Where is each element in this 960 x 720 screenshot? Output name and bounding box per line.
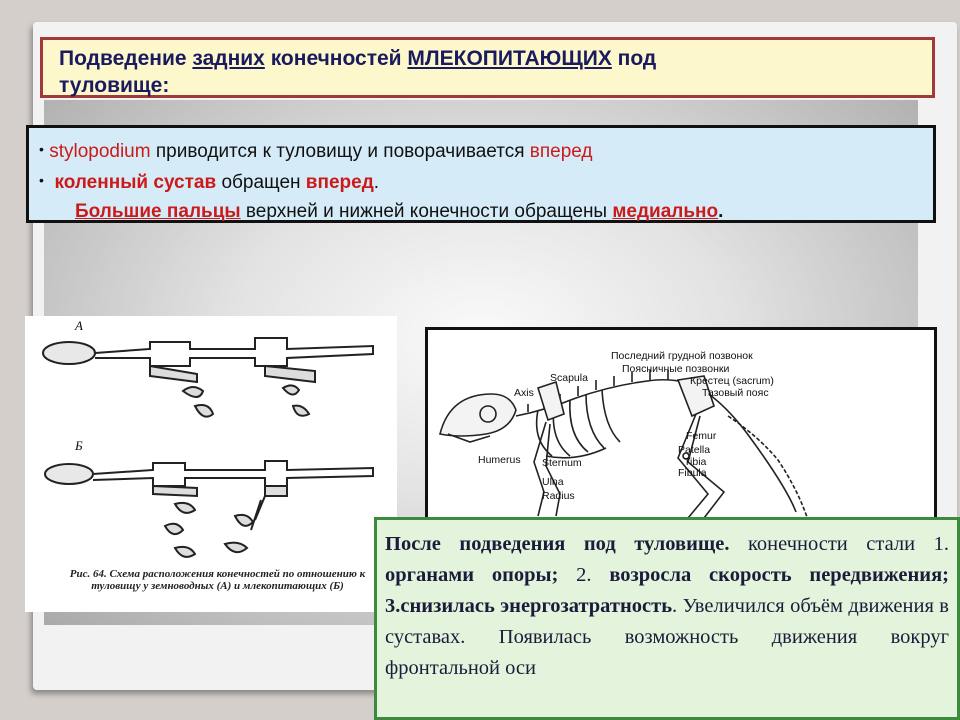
label-pelvic-girdle: Тазовый пояс <box>702 387 769 399</box>
summary-bold-support: органами опоры; <box>385 564 559 586</box>
bullet-text: верхней и нижней конечности обращены <box>240 201 613 222</box>
label-scapula: Scapula <box>550 372 588 384</box>
slide-title <box>40 37 935 98</box>
label-femur: Femur <box>686 430 717 442</box>
label-tibia: Tibia <box>684 456 707 468</box>
summary-bold-energy: 3.снизилась энергозатратность <box>385 595 673 617</box>
title-text: конечностей <box>264 47 408 70</box>
title-underlined-hind: задних <box>192 47 265 70</box>
bullet-dot-icon: • <box>39 172 44 188</box>
bullet-text: . <box>373 172 380 193</box>
label-lumbar: Поясничные позвонки <box>622 363 730 375</box>
label-sternum: Sternum <box>542 457 582 469</box>
skeleton-figure <box>425 327 937 527</box>
summary-bold-speed: возросла скорость передвижения; <box>609 564 950 586</box>
bullet-text: . <box>718 201 724 222</box>
summary-text-box <box>374 517 960 720</box>
title-text: Подведение <box>59 47 193 70</box>
limb-scheme-figure <box>25 316 397 612</box>
bullet-item-2 <box>39 166 923 197</box>
scheme-label-b: Б <box>75 438 83 453</box>
bullet-item-3 <box>39 197 923 226</box>
summary-text: 2. <box>558 564 610 586</box>
term-big-toes: Большие пальцы <box>75 201 241 222</box>
bullet-text: обращен <box>216 172 306 193</box>
label-sacrum: Крестец (sacrum) <box>690 375 774 387</box>
label-ulna: Ulna <box>542 476 564 488</box>
highlight-forward: вперед <box>305 172 374 193</box>
bullet-dot-icon: • <box>39 141 44 157</box>
label-axis: Axis <box>514 387 534 399</box>
bullet-item-1 <box>39 135 923 166</box>
highlight-forward: вперед <box>529 141 593 162</box>
title-line2: туловище: <box>59 74 170 97</box>
label-radius: Radius <box>542 490 575 502</box>
term-stylopodium: stylopodium <box>49 141 151 162</box>
bullet-text: приводится к туловищу и поворачивается <box>150 141 530 162</box>
title-text: под <box>611 47 657 70</box>
label-humerus: Humerus <box>478 454 521 466</box>
label-last-thoracic: Последний грудной позвонок <box>611 350 753 362</box>
summary-text: . Увеличился объём движения в суставах. Появилась возможность движения вокруг фронтальной оси <box>385 595 949 679</box>
summary-heading: После подведения под туловище. <box>385 533 730 555</box>
summary-text: конечности стали 1. <box>729 533 949 555</box>
title-underlined-mammals: МЛЕКОПИТАЮЩИХ <box>407 47 612 70</box>
bullet-list <box>26 125 936 223</box>
scheme-label-a: А <box>75 318 83 333</box>
label-fibula: Fibula <box>678 467 707 479</box>
label-patella: Patella <box>678 444 711 456</box>
highlight-medially: медиально <box>612 201 719 222</box>
figure-caption: Рис. 64. Схема расположения конечностей по отношению к туловищу у земноводных (А) и млекопитающих (Б) <box>69 568 366 592</box>
term-knee-joint: коленный сустав <box>54 172 217 193</box>
